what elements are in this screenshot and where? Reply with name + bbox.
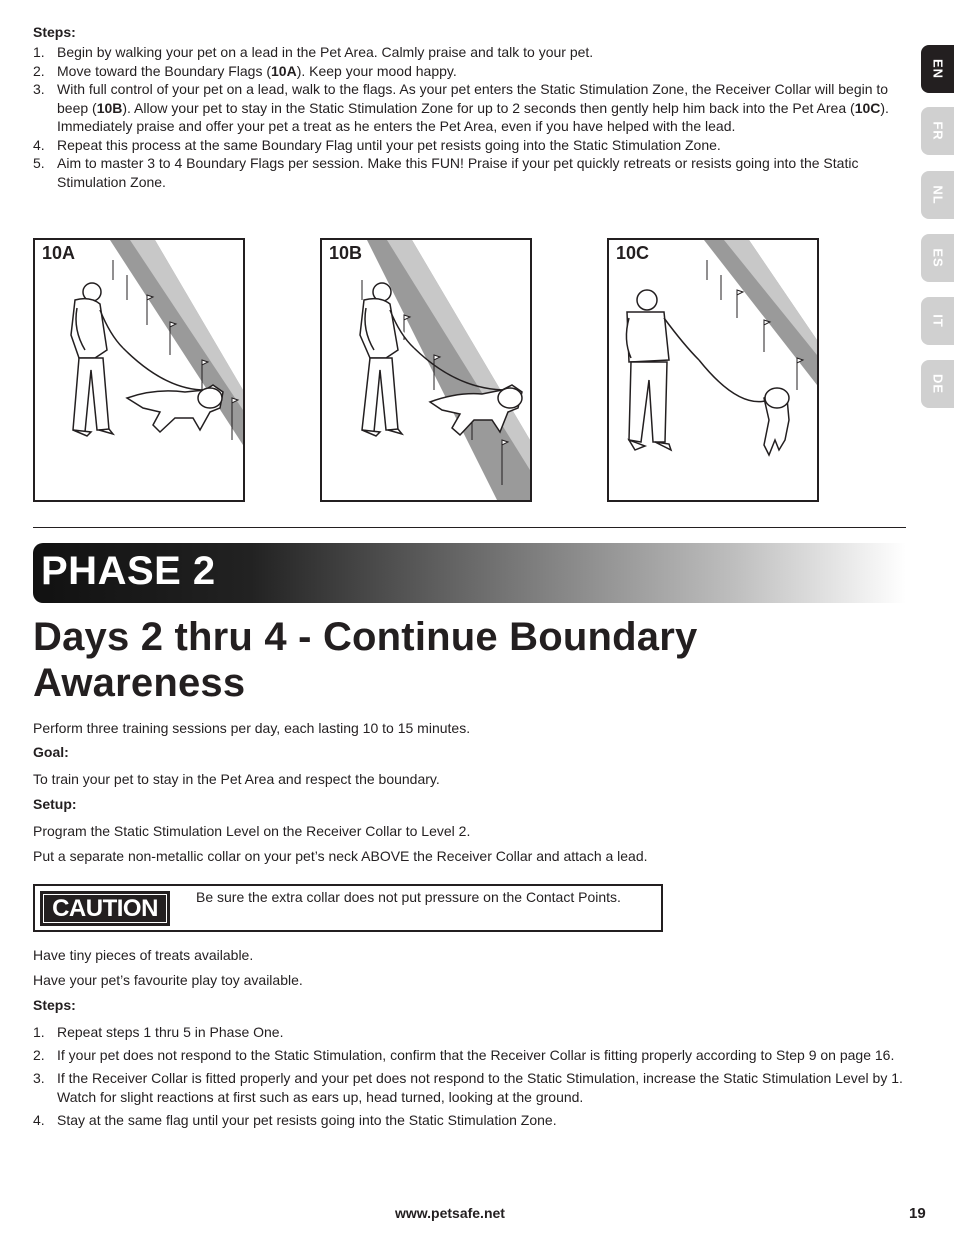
step-item <box>33 62 908 81</box>
lang-tab-it[interactable]: IT <box>921 297 954 345</box>
step-text: If the Receiver Collar is fitted properly and your pet does not respond to the Static Stimulation, increase the Static Stimulation Level by 1. Watch for slight reactions at first such as ears up, head turned, looking at the ground. <box>57 1070 903 1105</box>
steps-heading-top: Steps: <box>33 24 76 40</box>
step-number: 1. <box>33 44 45 60</box>
step-number: 1. <box>33 1024 45 1040</box>
step-item <box>33 1046 903 1065</box>
figure-reference: 10A <box>271 62 297 79</box>
setup-line: Put a separate non-metallic collar on your pet’s neck ABOVE the Receiver Collar and attach a lead. <box>33 848 648 864</box>
section-title: Days 2 thru 4 - Continue Boundary Awareness <box>33 615 698 705</box>
figure-label: 10B <box>329 243 363 263</box>
setup-heading: Setup: <box>33 796 77 812</box>
lang-tab-es[interactable]: ES <box>921 234 954 282</box>
prep-line: Have tiny pieces of treats available. <box>33 947 254 963</box>
caution-label: CAUTION <box>43 894 167 923</box>
goal-text: To train your pet to stay in the Pet Area and respect the boundary. <box>33 771 440 787</box>
step-text: Move toward the Boundary Flags ( <box>57 62 271 79</box>
phase-title: PHASE 2 <box>41 549 216 593</box>
page-number: 19 <box>909 1205 926 1222</box>
figure-reference: 10C <box>854 99 881 116</box>
intro-text: Perform three training sessions per day, each lasting 10 to 15 minutes. <box>33 720 471 736</box>
step-item <box>33 136 908 155</box>
step-text: Aim to master 3 to 4 Boundary Flags per session. Make this FUN! Praise if your pet quickly retreats or resists going into the Static Stimulation Zone. <box>57 155 859 190</box>
training-illustration-10a <box>35 240 243 500</box>
step-text: ). Keep your mood happy. <box>296 62 457 79</box>
step-number: 2. <box>33 62 45 79</box>
step-text: Begin by walking your pet on a lead in the Pet Area. Calmly praise and talk to your pet. <box>57 44 594 60</box>
step-number: 3. <box>33 1070 45 1086</box>
steps-heading-bottom: Steps: <box>33 997 76 1013</box>
figure-10b <box>320 238 532 502</box>
caution-text: Be sure the extra collar does not put pressure on the Contact Points. <box>196 889 621 905</box>
training-illustration-10b <box>322 240 530 500</box>
step-number: 4. <box>33 136 45 153</box>
prep-line: Have your pet’s favourite play toy available. <box>33 972 303 988</box>
lang-tab-de[interactable]: DE <box>921 360 954 408</box>
goal-heading: Goal: <box>33 744 69 760</box>
caution-box <box>33 884 663 932</box>
caution-label-badge <box>40 891 170 926</box>
figure-reference: 10B <box>96 99 123 116</box>
step-text: Stay at the same flag until your pet resists going into the Static Stimulation Zone. <box>57 1111 557 1128</box>
steps-list-bottom <box>33 1023 903 1129</box>
figure-label: 10A <box>42 243 76 263</box>
step-text: If your pet does not respond to the Static Stimulation, confirm that the Receiver Collar is fitting properly according to Step 9 on page 16. <box>57 1047 895 1063</box>
section-divider <box>33 527 906 528</box>
step-text: Repeat this process at the same Boundary Flag until your pet resists going into the Static Stimulation Zone. <box>57 136 721 153</box>
step-text: ). Allow your pet to stay in the Static Stimulation Zone for up to 2 seconds then gently help him back into the Pet Area ( <box>122 99 855 116</box>
step-number: 4. <box>33 1111 45 1128</box>
step-item <box>33 154 908 191</box>
footer-url[interactable]: www.petsafe.net <box>395 1205 505 1221</box>
phase-banner <box>33 543 906 603</box>
step-text: ). Immediately praise and offer your pet a treat as he enters the Pet Area, even if you have helped with the lead. <box>57 99 889 134</box>
step-item <box>33 1111 903 1130</box>
step-item <box>33 1069 903 1106</box>
step-text: Repeat steps 1 thru 5 in Phase One. <box>57 1024 284 1040</box>
figure-label: 10C <box>616 243 650 263</box>
step-item <box>33 80 908 136</box>
step-item <box>33 1023 903 1042</box>
lang-tab-en[interactable]: EN <box>921 45 954 93</box>
figure-10a <box>33 238 245 502</box>
lang-tab-nl[interactable]: NL <box>921 171 954 219</box>
lang-tab-fr[interactable]: FR <box>921 107 954 155</box>
training-illustration-10c <box>609 240 817 500</box>
steps-list-top <box>33 43 908 191</box>
step-text: With full control of your pet on a lead, walk to the flags. As your pet enters the Static Stimulation Zone, the Receiver Collar will begin to beep ( <box>57 81 889 116</box>
step-number: 5. <box>33 155 45 171</box>
figure-10c <box>607 238 819 502</box>
setup-line: Program the Static Stimulation Level on the Receiver Collar to Level 2. <box>33 823 471 839</box>
step-number: 3. <box>33 81 45 97</box>
step-item <box>33 43 908 62</box>
step-number: 2. <box>33 1047 45 1063</box>
